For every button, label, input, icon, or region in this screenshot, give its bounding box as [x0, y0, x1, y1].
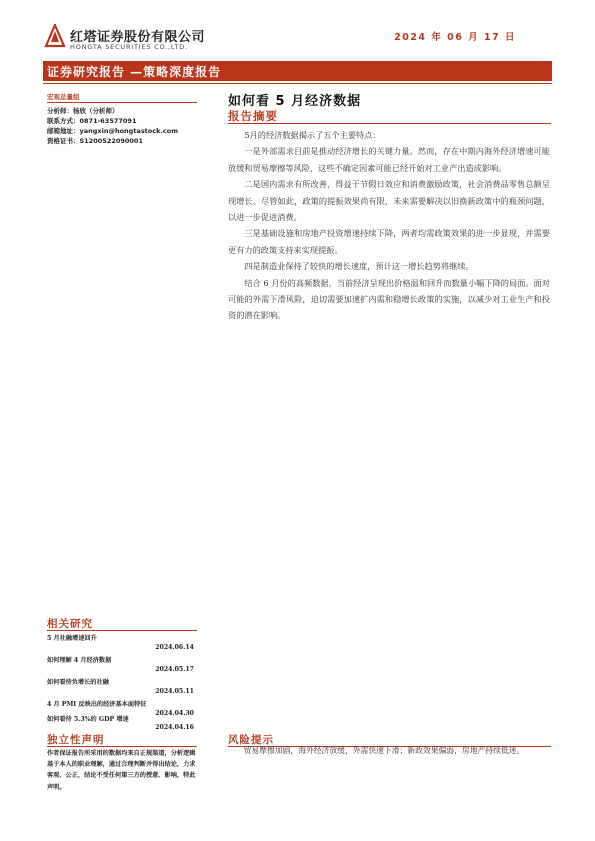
banner-divider — [43, 83, 552, 84]
team-divider — [47, 102, 197, 103]
summary-paragraph: 四是制造业保持了较快的增长速度，预计这一增长趋势将继续。 — [244, 261, 474, 272]
summary-paragraph: 二是国内需求有所改善，得益于节假日效应和消费激励政策，社会消费品零售总额呈现增长。尽管如此，政策的提振效果尚有限，未来需要解决以旧换新政策中的瓶颈问题，以进一步促进消费。 — [228, 179, 550, 223]
risk-text: 贸易摩擦加剧，海外经济放缓，外需快速下滑；新政效果偏弱，房地产持续低迷。 — [243, 746, 525, 755]
summary-paragraph: 结合 6 月份的高频数据，当前经济呈现出价格温和回升而数量小幅下降的局面。面对可能的外需下滑风险，迫切需要加速扩内需和稳增长政策的实施，以减少对工业生产和投资的潜在影响。 — [228, 277, 550, 321]
related-item-date: 2024.04.30 — [155, 710, 194, 717]
summary-heading: 报告摘要 — [228, 109, 278, 123]
related-item-date: 2024.06.14 — [155, 644, 194, 651]
report-date: 2024 年 06 月 17 日 — [394, 32, 516, 43]
team-title: 宏观总量组 — [47, 93, 80, 101]
related-item-title[interactable]: 5 月社融增速回升 — [47, 635, 97, 642]
risk-title: 风险提示 — [228, 734, 274, 746]
hongta-logo-icon — [44, 24, 66, 48]
analyst-certificate: 资格证书：S1200522090001 — [47, 137, 143, 145]
summary-divider — [228, 123, 551, 124]
analyst-phone: 联系方式：0871-63577091 — [47, 117, 137, 125]
summary-paragraph: 一是外部需求目前是推动经济增长的关键力量。然而，存在中期内海外经济增速可能放缓和贸易摩擦等风险，这些不确定因素可能已经开始对工业产出造成影响。 — [228, 146, 550, 173]
company-logo — [44, 24, 224, 54]
independence-divider — [47, 746, 197, 747]
related-item-title[interactable]: 4 月 PMI 反映出的经济基本面特征 — [47, 701, 147, 708]
report-type-label: 证券研究报告 —策略深度报告 — [47, 65, 222, 79]
report-title: 如何看 5 月经济数据 — [228, 94, 362, 109]
related-item-title[interactable]: 如何理解 4 月经济数据 — [47, 657, 112, 664]
analyst-name: 分析师：杨欣（分析师） — [47, 107, 119, 115]
related-divider — [47, 630, 197, 631]
company-name-en: HONGTA SECURITIES CO.,LTD. — [70, 43, 188, 51]
summary-paragraph: 三是基础设施和房地产投资增速持续下降，两者均需政策效果的进一步显现，并需要更有力的政策支持来实现提振。 — [228, 228, 550, 255]
independence-title: 独立性声明 — [47, 734, 105, 746]
related-item-date: 2024.05.17 — [155, 666, 194, 673]
company-name-cn: 红塔证券股份有限公司 — [70, 30, 206, 45]
independence-text: 作者保证报告所采用的数据均来自正规渠道，分析逻辑基于本人的职业理解，通过合理判断并得出结论，力求客观、公正，结论不受任何第三方的授意、影响，特此声明。 — [47, 750, 196, 791]
analyst-email[interactable]: 邮箱地址：yangxin@hongtastock.com — [47, 127, 178, 135]
related-research-title: 相关研究 — [47, 618, 93, 630]
related-item-title[interactable]: 如何看待负增长的社融 — [47, 679, 109, 686]
summary-body — [228, 127, 550, 324]
related-item-date: 2024.05.11 — [155, 688, 194, 695]
related-item-date: 2024.04.16 — [155, 724, 194, 731]
summary-paragraph: 5月的经济数据揭示了五个主要特点： — [244, 130, 381, 140]
related-item-title[interactable]: 如何看待 5.3%的 GDP 增速 — [47, 716, 129, 723]
